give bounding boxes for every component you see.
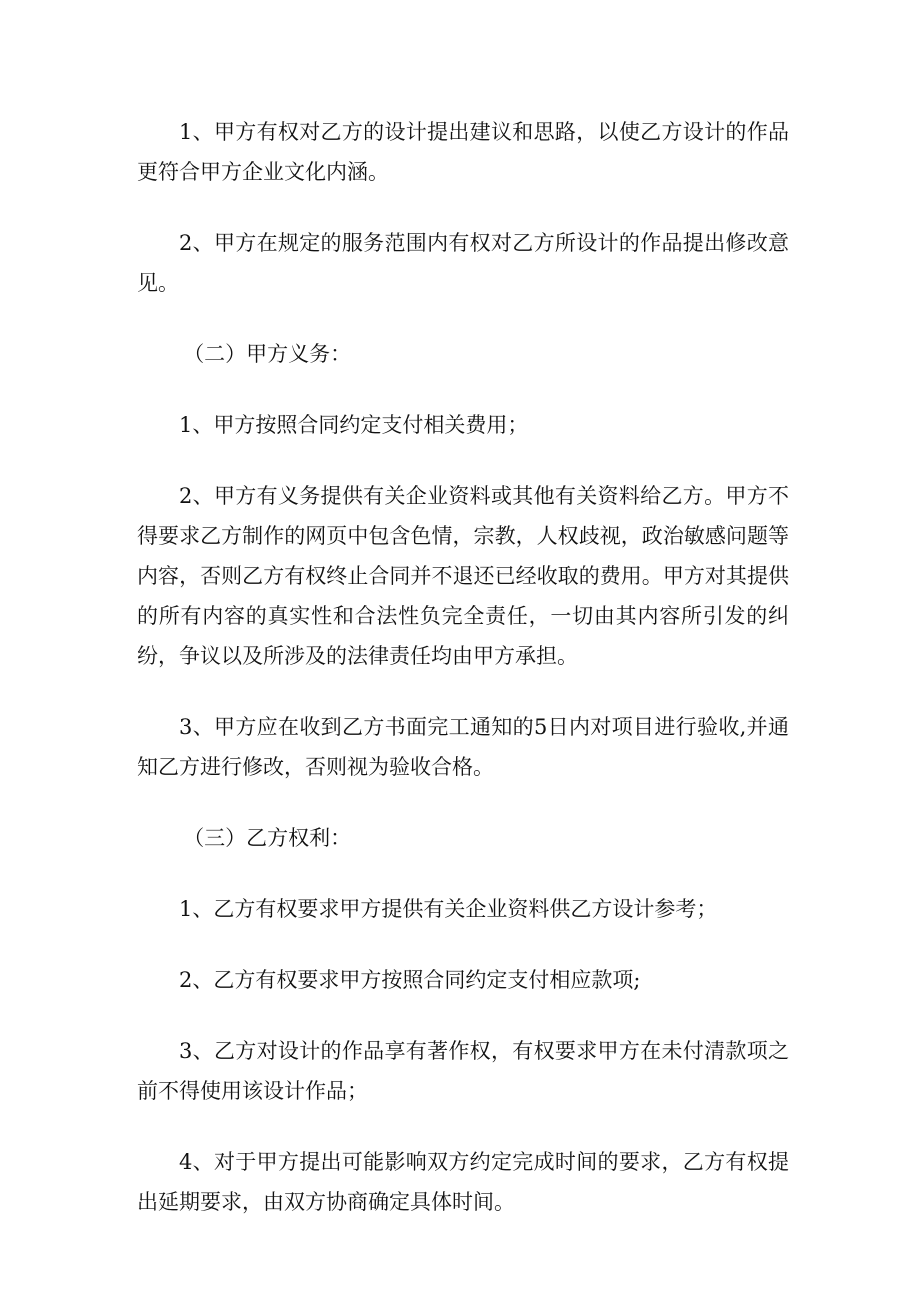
party-a-right-2: 2、甲方在规定的服务范围内有权对乙方所设计的作品提出修改意见。 bbox=[137, 231, 789, 295]
party-a-right-1: 1、甲方有权对乙方的设计提出建议和思路，以使乙方设计的作品更符合甲方企业文化内涵。 bbox=[137, 120, 789, 184]
section-heading-party-a-obligations: （二）甲方义务： bbox=[183, 342, 352, 366]
party-a-obligation-2: 2、甲方有义务提供有关企业资料或其他有关资料给乙方。甲方不得要求乙方制作的网页中包含色情，宗教，人权歧视，政治敏感问题等内容，否则乙方有权终止合同并不退还已经收取的费用。甲方对其提供的所有内容的真实性和合法性负完全责任，一切由其内容所引发的纠纷，争议以及所涉及的法律责任均由甲方承担。 bbox=[137, 484, 789, 668]
party-b-right-1: 1、乙方有权要求甲方提供有关企业资料供乙方设计参考； bbox=[179, 897, 718, 921]
party-a-obligation-3: 3、甲方应在收到乙方书面完工通知的5日内对项目进行验收,并通知乙方进行修改，否则视为验收合格。 bbox=[137, 715, 789, 779]
party-b-right-2: 2、乙方有权要求甲方按照合同约定支付相应款项; bbox=[179, 968, 641, 992]
document-body bbox=[137, 112, 789, 1253]
section-heading-party-b-rights: （三）乙方权利： bbox=[183, 826, 352, 850]
party-b-right-4: 4、对于甲方提出可能影响双方约定完成时间的要求，乙方有权提出延期要求，由双方协商确定具体时间。 bbox=[137, 1150, 789, 1214]
party-b-right-3: 3、乙方对设计的作品享有著作权，有权要求甲方在未付清款项之前不得使用该设计作品； bbox=[137, 1039, 789, 1103]
party-a-obligation-1: 1、甲方按照合同约定支付相关费用； bbox=[179, 413, 529, 437]
